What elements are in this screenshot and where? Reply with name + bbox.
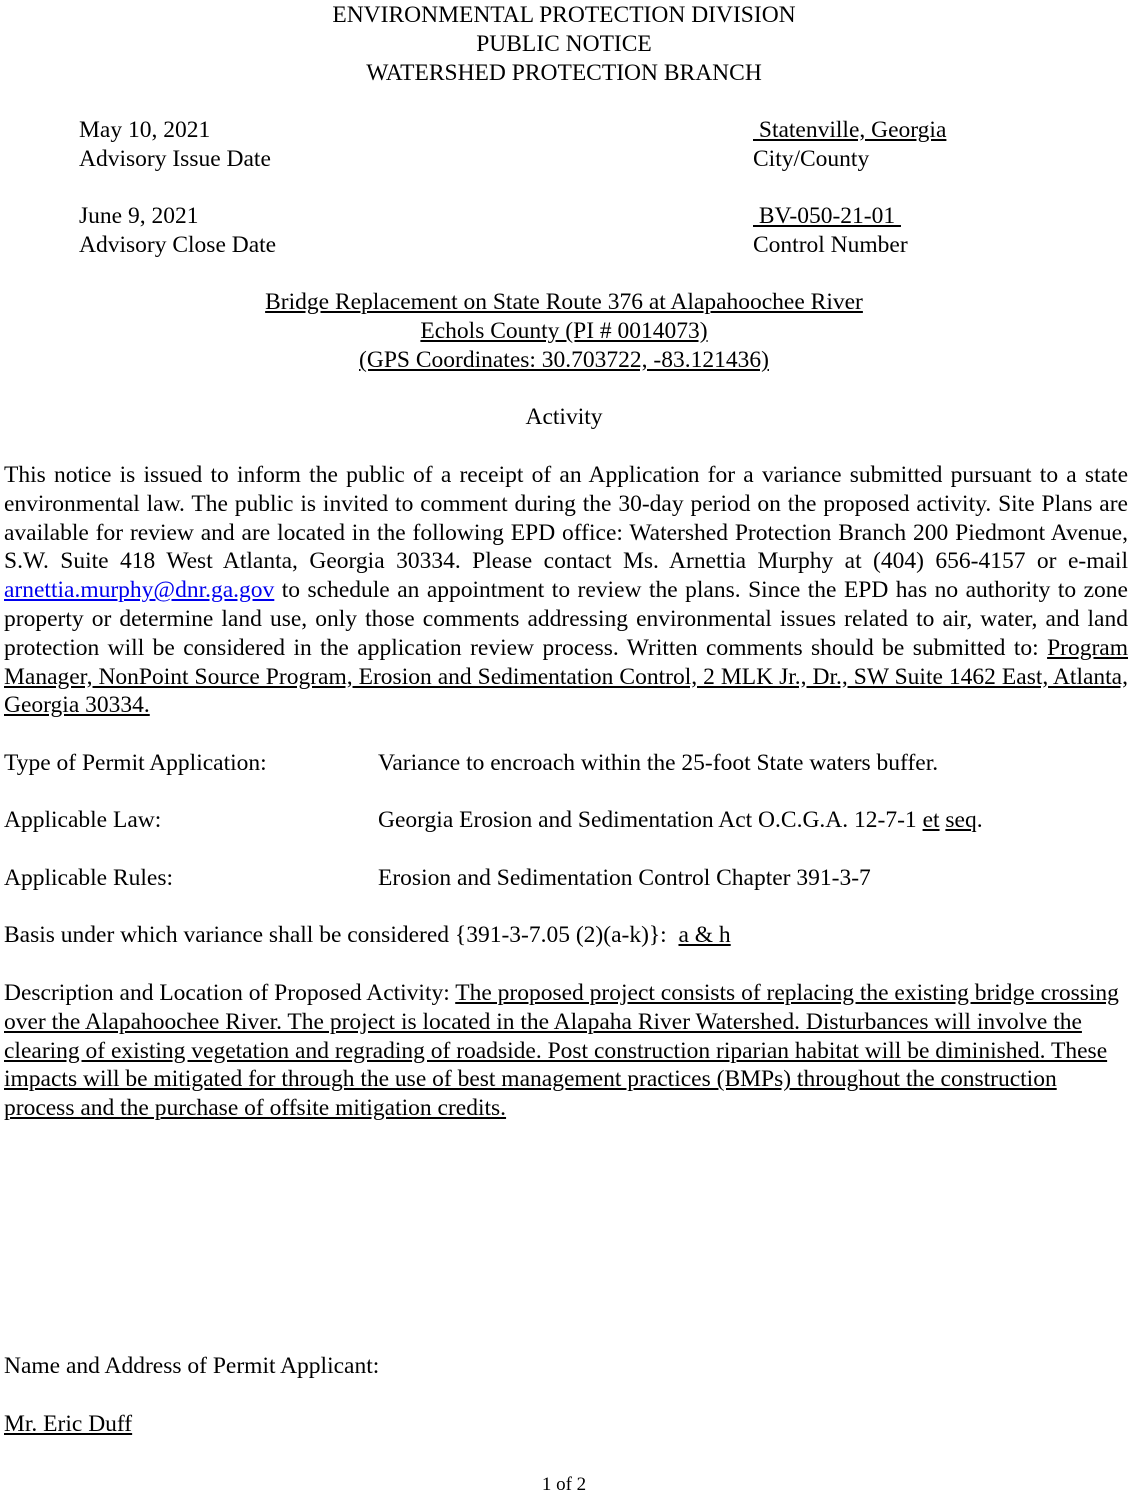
basis-label: Basis under which variance shall be considered {391-3-7.05 (2)(a-k)}: [4,922,679,948]
applicant-name: Mr. Eric Duff [4,1411,133,1437]
permit-type-value: Variance to encroach within the 25-foot State waters buffer. [378,750,939,776]
law-seq: seq [945,807,977,833]
applicant-label: Name and Address of Permit Applicant: [4,1353,380,1379]
law-et: et [922,807,940,833]
basis-value: a & h [678,922,731,948]
issue-date-block [79,116,271,174]
submission-address: Program Manager, NonPoint Source Program, Erosion and Sedimentation Control, 2 MLK Jr., Dr., SW Suite 1462 East, Atlanta, Georgia 30334. [4,634,1128,719]
project-gps: (GPS Coordinates: 30.703722, -83.121436) [359,347,769,373]
notice-paragraph [4,461,1128,720]
issue-date: May 10, 2021 [79,117,211,143]
activity-description [4,979,1128,1123]
permit-type-label: Type of Permit Application: [4,750,267,776]
branch-title: WATERSHED PROTECTION BRANCH [366,60,762,86]
notice-text: This notice is issued to inform the public of a receipt of an Application for a variance submitted pursuant to a state environmental law. The public is invited to comment during the 30-day period on the proposed activity. Site Plans are available for review and are located in the following EPD office: Watershed Protection Branch 200 Piedmont Avenue, S.W. Suite 418 West Atlanta, Georgia 30334. Please contact Ms. Arnettia Murphy at (404) 656-4157 or e-mail [4,462,1128,575]
description-text: The proposed project consists of replacing the existing bridge crossing over the Alapahoochee River. The project is located in the Alapaha River Watershed. Disturbances will involve the clearing of existing vegetation and regrading of roadside. Post construction riparian habitat will be diminished. These impacts will be mitigated for through the use of best management practices (BMPs) throughout the construction process and the purchase of offsite mitigation credits. [4,980,1119,1122]
notice-title: PUBLIC NOTICE [476,31,652,57]
city-county: Statenville, Georgia [753,117,947,143]
applicable-rules-label: Applicable Rules: [4,865,174,891]
contact-email-link[interactable]: arnettia.murphy@dnr.ga.gov [4,577,275,604]
notice-text-continued: to schedule an appointment to review the plans. Since the EPD has no authority to zone property or determine land use, only those comments addressing environmental issues related to air, water, and land protection will be considered in the application review process. Written comments should be submitted to: [4,577,1128,661]
close-date-block [79,202,276,260]
control-number-block [753,202,908,260]
project-title: Bridge Replacement on State Route 376 at Alapahoochee River [265,289,863,315]
applicable-law-value [378,806,983,835]
document-header [0,1,1128,88]
basis-row [4,921,1128,950]
close-date: June 9, 2021 [79,203,199,229]
page-number: 1 of 2 [541,1474,587,1495]
law-period: . [976,807,983,833]
description-label: Description and Location of Proposed Activity: [4,980,456,1006]
close-date-label: Advisory Close Date [79,232,277,258]
law-text: Georgia Erosion and Sedimentation Act O.C.G.A. 12-7-1 [378,807,923,833]
issue-date-label: Advisory Issue Date [79,146,271,172]
control-number: BV-050-21-01 [753,203,901,229]
applicable-rules-value: Erosion and Sedimentation Control Chapter 391-3-7 [378,865,871,891]
division-title: ENVIRONMENTAL PROTECTION DIVISION [332,2,796,28]
city-county-label: City/County [753,146,870,172]
project-title-block [0,288,1128,375]
applicable-law-label: Applicable Law: [4,807,162,833]
control-number-label: Control Number [753,232,908,258]
city-block [753,116,946,174]
activity-heading: Activity [525,404,603,430]
project-county: Echols County (PI # 0014073) [420,318,708,344]
